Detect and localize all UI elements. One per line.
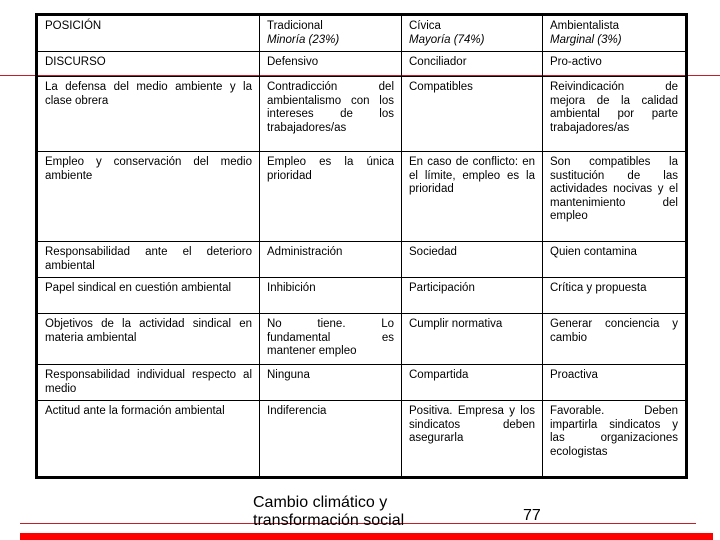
- table-row: [37, 278, 687, 314]
- table-row: [37, 314, 687, 365]
- table-cell: Indiferencia: [260, 401, 402, 478]
- table-cell: Reivindicación de mejora de la calidad ambiental por parte trabajadores/as: [543, 77, 687, 152]
- table-cell: Inhibición: [260, 278, 402, 314]
- row-label: DISCURSO: [37, 52, 260, 77]
- footer-title: Cambio climático y transformación social: [253, 494, 405, 529]
- header-col-civica: [402, 15, 543, 52]
- row-label: Actitud ante la formación ambiental: [37, 401, 260, 478]
- table-row: [37, 242, 687, 278]
- table-cell: Favorable. Deben impartirla sindicatos y las organizaciones ecologistas: [543, 401, 687, 478]
- row-label: Papel sindical en cuestión ambiental: [37, 278, 260, 314]
- col-title: Tradicional: [267, 20, 323, 32]
- table-cell: No tiene. Lo fundamental es mantener empleo: [260, 314, 402, 365]
- table-row: [37, 52, 687, 77]
- col-title: Ambientalista: [550, 20, 620, 32]
- header-col-ambientalista: [543, 15, 687, 52]
- table-cell: En caso de conflicto: en el límite, empleo es la prioridad: [402, 152, 543, 242]
- row-label: Responsabilidad ante el deterioro ambiental: [37, 242, 260, 278]
- table-row: [37, 401, 687, 478]
- table-cell: Compatibles: [402, 77, 543, 152]
- table-cell: Contradicción del ambientalismo con los intereses de los trabajadores/as: [260, 77, 402, 152]
- row-label: Objetivos de la actividad sindical en materia ambiental: [37, 314, 260, 365]
- table-row: [37, 77, 687, 152]
- table-cell: Son compatibles la sustitución de las actividades nocivas y el mantenimiento del empleo: [543, 152, 687, 242]
- table-row: [37, 365, 687, 401]
- table-cell: Crítica y propuesta: [543, 278, 687, 314]
- table-cell: Administración: [260, 242, 402, 278]
- table-header-row: [37, 15, 687, 52]
- row-label: Responsabilidad individual respecto al medio: [37, 365, 260, 401]
- positions-table: [35, 13, 688, 479]
- col-subtitle: Marginal (3%): [550, 33, 622, 46]
- page-number: 77: [523, 507, 541, 524]
- footer-red-bar: [20, 533, 713, 540]
- table-cell: Cumplir normativa: [402, 314, 543, 365]
- table-cell: Compartida: [402, 365, 543, 401]
- table-cell: Generar conciencia y cambio: [543, 314, 687, 365]
- table-cell: Pro-activo: [543, 52, 687, 77]
- table-cell: Empleo es la única prioridad: [260, 152, 402, 242]
- row-label: La defensa del medio ambiente y la clase obrera: [37, 77, 260, 152]
- table-cell: Defensivo: [260, 52, 402, 77]
- table-cell: Participación: [402, 278, 543, 314]
- table-cell: Quien contamina: [543, 242, 687, 278]
- table-row: [37, 152, 687, 242]
- row-label: Empleo y conservación del medio ambiente: [37, 152, 260, 242]
- table-cell: Conciliador: [402, 52, 543, 77]
- table-cell: Positiva. Empresa y los sindicatos deben asegurarla: [402, 401, 543, 478]
- table-cell: Ninguna: [260, 365, 402, 401]
- col-title: Cívica: [409, 20, 441, 32]
- col-subtitle: Minoría (23%): [267, 33, 340, 46]
- table-cell: Sociedad: [402, 242, 543, 278]
- header-col-tradicional: [260, 15, 402, 52]
- col-subtitle: Mayoría (74%): [409, 33, 485, 46]
- header-position: POSICIÓN: [37, 15, 260, 52]
- table-cell: Proactiva: [543, 365, 687, 401]
